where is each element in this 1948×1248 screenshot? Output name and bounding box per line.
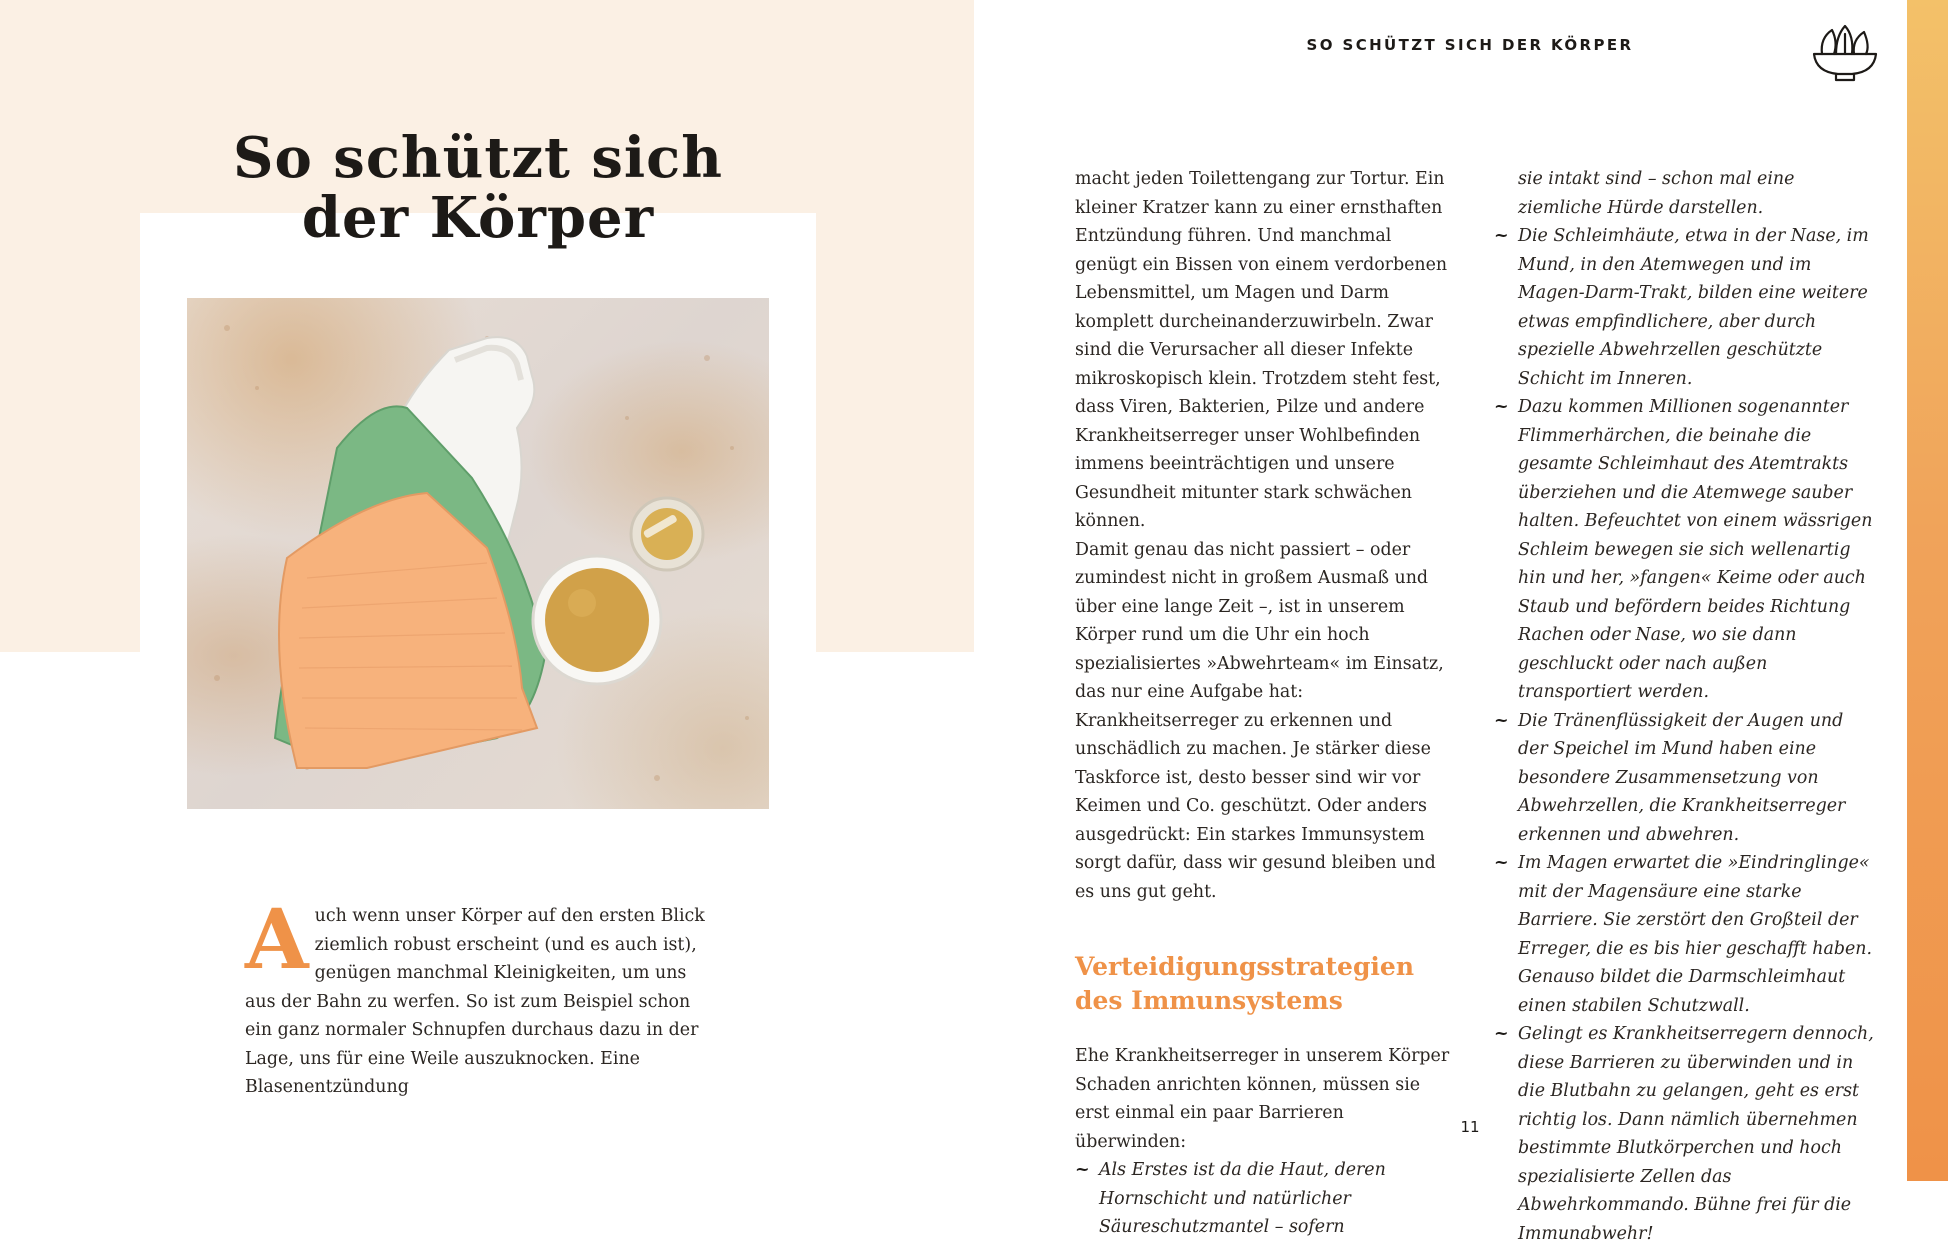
chapter-title-line-2: der Körper — [301, 185, 655, 251]
chapter-title — [180, 125, 776, 251]
orange-edge-stripe — [1907, 0, 1948, 1181]
right-column — [1494, 165, 1874, 1248]
bullet-marker: ~ — [1494, 853, 1509, 873]
lead-text: uch wenn unser Körper auf den ersten Blick ziemlich robust erscheint (und es auch ist), genügen manchmal Kleinigkeiten, um uns aus der Bahn zu werfen. So ist zum Beispiel schon ein ganz normaler Schnupfen durchaus dazu in der Lage, uns für eine Weile auszuknocken. Eine Blasenentzündung — [245, 906, 705, 1097]
list-item — [1494, 849, 1874, 1020]
honey-jar — [631, 498, 703, 570]
list-item-text: Gelingt es Krankheitserregern dennoch, diese Barrieren zu überwinden und in die Blutbahn zu gelangen, geht es erst richtig los. Dann nämlich übernehmen bestimmte Blutkörperchen und hoch spezialisierte Zellen das Abwehrkommando. Bühne frei für die Immunabwehr! — [1518, 1024, 1874, 1244]
lead-paragraph — [245, 892, 715, 1102]
herb-bowl-icon — [1812, 24, 1878, 82]
drop-cap: A — [245, 892, 309, 988]
list-item-text: Die Tränenflüssigkeit der Augen und der Speichel im Mund haben eine besondere Zusammensetzung von Abwehrzellen, die Krankheitserreger erkennen und abwehren. — [1518, 710, 1846, 845]
photo-illustration — [187, 298, 769, 809]
list-item-continuation: sie intakt sind – schon mal eine ziemliche Hürde darstellen. — [1518, 169, 1795, 218]
body-paragraph-3: Ehe Krankheitserreger in unserem Körper Schaden anrichten können, müssen sie erst einmal ein paar Barrieren überwinden: — [1075, 1046, 1450, 1152]
barrier-list — [1494, 222, 1874, 1248]
bullet-marker: ~ — [1494, 1024, 1509, 1044]
list-item-text: Im Magen erwartet die »Eindringlinge« mit der Magensäure eine starke Barriere. Sie zerstört den Großteil der Erreger, die es bis hier geschafft haben. Genauso bildet die Darmschleimhaut einen stabilen Schutzwall. — [1518, 853, 1873, 1016]
list-item — [1494, 222, 1874, 393]
bullet-marker: ~ — [1075, 1160, 1090, 1180]
section-subheading — [1075, 950, 1455, 1018]
page-number: 11 — [1460, 1118, 1480, 1136]
list-item-text: Die Schleimhäute, etwa in der Nase, im Mund, in den Atemwegen und im Magen-Darm-Trakt, bilden eine weitere etwas empfindlichere, aber durch spezielle Abwehrzellen geschützte Schicht im Inneren. — [1518, 226, 1869, 389]
body-paragraph-2: Damit genau das nicht passiert – oder zumindest nicht in großem Ausmaß und über eine lange Zeit –, ist in unserem Körper rund um die Uhr ein hoch spezialisiertes »Abwehrteam« im Einsatz, das nur eine Aufgabe hat: Krankheitserreger zu erkennen und unschädlich zu machen. Je stärker diese Taskforce ist, desto besser sind wir vor Keimen und Co. geschützt. Oder anders ausgedrückt: Ein starkes Immunsystem sorgt dafür, dass wir gesund bleiben und es uns gut geht. — [1075, 539, 1444, 902]
bullet-marker: ~ — [1494, 226, 1509, 246]
middle-column — [1075, 165, 1455, 1242]
body-paragraph-1: macht jeden Toilettengang zur Tortur. Ein kleiner Kratzer kann zu einer ernsthaften Entzündung führen. Und manchmal genügt ein Bissen von einem verdorbenen Lebensmittel, um Magen und Darm komplett durcheinanderzuwirbeln. Zwar sind die Verursacher all dieser Infekte mikroskopisch klein. Trotzdem steht fest, dass Viren, Bakterien, Pilze und andere Krankheitserreger unser Wohlbefinden immens beeinträchtigen und unsere Gesundheit mitunter stark schwächen können. — [1075, 169, 1448, 531]
running-head: SO SCHÜTZT SICH DER KÖRPER — [1306, 36, 1634, 54]
list-item — [1075, 1156, 1455, 1242]
hot-water-bottle-photo — [187, 298, 769, 809]
bullet-marker: ~ — [1494, 710, 1509, 731]
bullet-marker: ~ — [1494, 397, 1509, 417]
barrier-list-start — [1075, 1156, 1455, 1242]
list-item-text: Dazu kommen Millionen sogenannter Flimmerhärchen, die beinahe die gesamte Schleimhaut des Atemtrakts überziehen und die Atemwege sauber halten. Befeuchtet von einem wässrigen Schleim bewegen sie sich wellenartig hin und her, »fangen« Keime oder auch Staub und befördern beides Richtung Rachen oder Nase, wo sie dann geschluckt oder nach außen transportiert werden. — [1518, 397, 1873, 702]
list-item-text: Als Erstes ist da die Haut, deren Hornschicht und natürlicher Säureschutzmantel – sofern — [1099, 1160, 1386, 1237]
list-item — [1494, 393, 1874, 707]
tea-cup — [533, 556, 661, 684]
list-item — [1494, 1020, 1874, 1248]
section-subheading-line-2: des Immunsystems — [1075, 986, 1343, 1015]
section-subheading-line-1: Verteidigungsstrategien — [1075, 952, 1415, 981]
chapter-title-line-1: So schützt sich — [233, 125, 723, 191]
list-item — [1494, 707, 1874, 850]
